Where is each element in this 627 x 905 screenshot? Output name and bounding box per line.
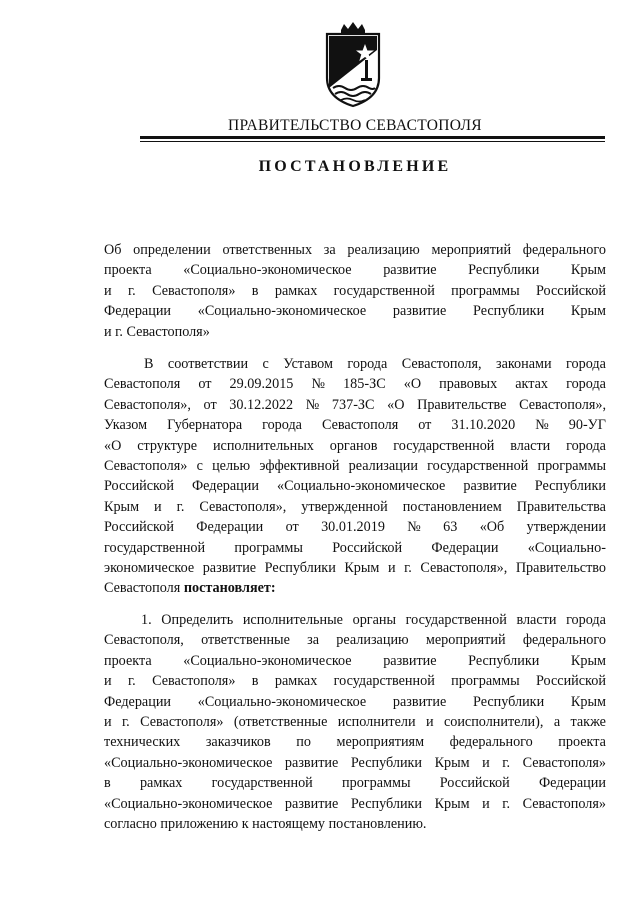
word: Севастополя (321, 417, 399, 434)
word: «Социально-экономическое (183, 652, 352, 669)
word: Севастополя», (104, 396, 191, 413)
word: Республики (473, 303, 545, 320)
word: и (425, 713, 434, 730)
word: «Социально-экономическое (183, 262, 352, 279)
word: государственной (405, 612, 507, 628)
word: города (262, 417, 302, 434)
word: Российской (536, 673, 606, 690)
word: актах (515, 376, 549, 393)
word: проекта (558, 734, 606, 751)
word: 30.01.2019 (321, 519, 385, 536)
org-title: ПРАВИТЕЛЬСТВО СЕВАСТОПОЛЯ (228, 117, 482, 134)
word: структуре (137, 437, 198, 454)
word: государственной (393, 437, 495, 454)
word: 29.09.2015 (229, 376, 294, 393)
word: Крым (434, 795, 470, 812)
word: органы (352, 612, 397, 628)
word: развитие (383, 652, 437, 669)
text-segment: и г. Севастополя» (104, 323, 210, 340)
word: от (418, 417, 432, 434)
word: мероприятий (425, 632, 506, 649)
word: Федерации (196, 519, 264, 536)
word: г. (502, 795, 511, 812)
word: Федерации (191, 478, 259, 495)
word: в (251, 673, 259, 690)
word: Правительства (516, 498, 606, 515)
text-line (104, 415, 606, 435)
word: Севастополя» (152, 282, 236, 299)
word: за (323, 242, 336, 258)
word: «Социально-экономическое (104, 754, 273, 771)
word: 90-УГ (568, 417, 606, 434)
word: «Об (479, 519, 505, 536)
word: от (285, 519, 299, 536)
word: «Социально-экономическое (104, 795, 273, 812)
word: Севастополя», (199, 498, 287, 515)
text-line (104, 712, 606, 732)
word: в (251, 282, 259, 299)
word: государственной (211, 775, 313, 792)
word: развитие (392, 303, 447, 320)
word: правовых (439, 376, 498, 393)
word: развитие (392, 693, 447, 710)
word: и (482, 795, 490, 812)
word: № (535, 417, 549, 434)
word: Севастополя», (420, 559, 508, 576)
word: Правительство (515, 559, 606, 576)
text-line (104, 651, 606, 671)
word: Российской (439, 775, 510, 792)
text-line (104, 240, 606, 260)
word: программы (451, 673, 520, 690)
word: Республики (264, 559, 336, 576)
text-segment: Севастополя (104, 580, 181, 597)
word: Республики (350, 795, 423, 812)
word: мероприятий (431, 242, 512, 258)
coat-of-arms-icon (321, 20, 385, 108)
word: 63 (443, 519, 458, 536)
word: г. (127, 673, 136, 690)
item-1-block (104, 610, 606, 834)
document-type: ПОСТАНОВЛЕНИЕ (258, 158, 452, 175)
word: утвержденной (301, 498, 388, 515)
word: государственной (104, 539, 206, 556)
word: г. (404, 559, 412, 576)
word: города (566, 356, 606, 372)
word: Республики (468, 652, 540, 669)
text-line (104, 538, 606, 558)
word: развитие (284, 795, 339, 812)
word: соответствии (167, 356, 249, 372)
word: «О (403, 376, 422, 393)
word: с (196, 457, 203, 474)
word: заказчиков (205, 734, 271, 751)
word: Крым (434, 754, 470, 771)
text-line (104, 301, 606, 321)
word: Севастополя (104, 376, 181, 393)
subject-block (104, 240, 606, 342)
word: «Социально- (527, 539, 606, 556)
text-line (104, 732, 606, 752)
text-line (104, 773, 606, 793)
preamble-block (104, 354, 606, 599)
word: государственной (333, 673, 435, 690)
word: развитие (284, 754, 339, 771)
word: Определить (161, 612, 234, 628)
word: Указом (104, 417, 148, 434)
word: Российской (332, 539, 403, 556)
word: г. (176, 498, 185, 515)
word: Крым (570, 693, 606, 710)
word: рамках (274, 673, 318, 690)
word: технических (104, 734, 181, 751)
word: (ответственные (233, 713, 328, 730)
word: утверждении (526, 519, 606, 536)
word: Российской (536, 282, 606, 299)
word: за (307, 632, 320, 649)
word: программы (451, 282, 520, 299)
word: рамках (139, 775, 183, 792)
word: эффективной (259, 457, 340, 474)
word: федерального (522, 242, 606, 258)
word: «О (104, 437, 122, 454)
text-line (104, 692, 606, 712)
word: развитие (463, 478, 517, 495)
word: постановлением (402, 498, 502, 515)
word: Севастополя» (522, 795, 606, 812)
word: экономическое (104, 559, 195, 576)
word: «Социально-экономическое (197, 303, 367, 320)
word: проекта (104, 262, 152, 279)
word: по (296, 734, 311, 751)
word: Правительстве (417, 396, 507, 413)
word: Севастополя» (152, 673, 236, 690)
word: № (305, 396, 320, 413)
word: «Социально-экономическое (197, 693, 367, 710)
word: Севастополя» (522, 754, 606, 771)
word: Севастополя» (140, 713, 224, 730)
word: федерального (522, 632, 606, 649)
word: города (566, 612, 606, 628)
word: и (104, 713, 112, 730)
word: Крым (570, 652, 606, 669)
word: Крым (570, 262, 606, 279)
word: исполнительные (242, 612, 343, 628)
word: проекта (104, 652, 152, 669)
word: Федерации (104, 693, 172, 710)
text-line (104, 814, 606, 834)
word: от (198, 376, 212, 393)
word: города (566, 437, 606, 454)
text-line (104, 476, 606, 496)
word: государственной (333, 282, 435, 299)
word: Федерации (431, 539, 499, 556)
word: «Социально-экономическое (276, 478, 446, 495)
word: № (407, 519, 421, 536)
text-line (104, 395, 606, 415)
word: и (104, 673, 112, 690)
word: государственной (427, 457, 529, 474)
text-line (104, 610, 606, 630)
resolution-verb: постановляет: (183, 580, 276, 597)
word: Республики (534, 478, 606, 495)
text-line (104, 794, 606, 814)
word: мероприятиям (336, 734, 425, 751)
word: «О (387, 396, 405, 413)
text-line (104, 260, 606, 280)
word: Республики (350, 754, 423, 771)
text-line (104, 374, 606, 394)
word: и (104, 282, 112, 299)
word: определении (133, 242, 211, 258)
word: соисполнители), (443, 713, 544, 730)
word: Республики (473, 693, 545, 710)
word: от (203, 396, 217, 413)
word: Крым (104, 498, 140, 515)
word: исполнители (337, 713, 416, 730)
text-line (104, 456, 606, 476)
text-line (104, 281, 606, 301)
word: Республики (468, 262, 540, 279)
text-line (104, 630, 606, 650)
word: Крым (570, 303, 606, 320)
word: Крым (344, 559, 380, 576)
word: Российской (104, 478, 174, 495)
word: также (570, 713, 606, 730)
word: ответственные (201, 632, 290, 649)
word: рамках (274, 282, 318, 299)
word: Уставом (283, 356, 333, 372)
text-line (104, 578, 606, 598)
word: Российской (104, 519, 174, 536)
word: Губернатора (167, 417, 243, 434)
word: г. (502, 754, 511, 771)
word: Федерации (104, 303, 172, 320)
text-segment: согласно приложению к настоящему постановлению. (104, 815, 427, 832)
word: и (482, 754, 490, 771)
word: города (566, 376, 606, 393)
word: 30.12.2022 (229, 396, 294, 413)
word: г. (127, 282, 136, 299)
word: законами (495, 356, 552, 372)
word: программы (537, 457, 606, 474)
header-divider-thin (140, 141, 605, 142)
word: 31.10.2020 (451, 417, 516, 434)
word: власти (510, 437, 551, 454)
word: Севастополя, (104, 632, 184, 649)
word: власти (516, 612, 557, 628)
word: Федерации (538, 775, 606, 792)
text-line (104, 517, 606, 537)
word: федерального (449, 734, 533, 751)
header-divider-thick (140, 136, 605, 139)
word: и (387, 559, 396, 576)
word: с (262, 356, 269, 372)
word: программы (234, 539, 303, 556)
word: № (311, 376, 325, 393)
word: развитие (383, 262, 437, 279)
word: реализацию (347, 242, 420, 258)
word: реализации (348, 457, 418, 474)
word: города (347, 356, 388, 372)
word: 185-ЗС (343, 376, 386, 393)
word: органов (329, 437, 378, 454)
word: 1. (141, 612, 152, 628)
text-line (104, 436, 606, 456)
word: исполнительных (212, 437, 314, 454)
word: Севастополя, (401, 356, 482, 372)
word: ответственных (222, 242, 313, 258)
word: и (154, 498, 162, 515)
text-line (104, 753, 606, 773)
word: г. (121, 713, 130, 730)
word: Об (104, 242, 122, 258)
word: Севастополя», (519, 396, 606, 413)
word: целью (212, 457, 251, 474)
text-line (104, 354, 606, 374)
text-line (104, 322, 606, 342)
word: 737-ЗС (331, 396, 375, 413)
text-line (104, 558, 606, 578)
word: в (104, 775, 111, 792)
word: Севастополя» (104, 457, 188, 474)
word: реализацию (336, 632, 409, 649)
text-line (104, 671, 606, 691)
word: а (553, 713, 561, 730)
word: развитие (202, 559, 257, 576)
text-line (104, 497, 606, 517)
word: В (144, 356, 154, 372)
word: программы (342, 775, 411, 792)
